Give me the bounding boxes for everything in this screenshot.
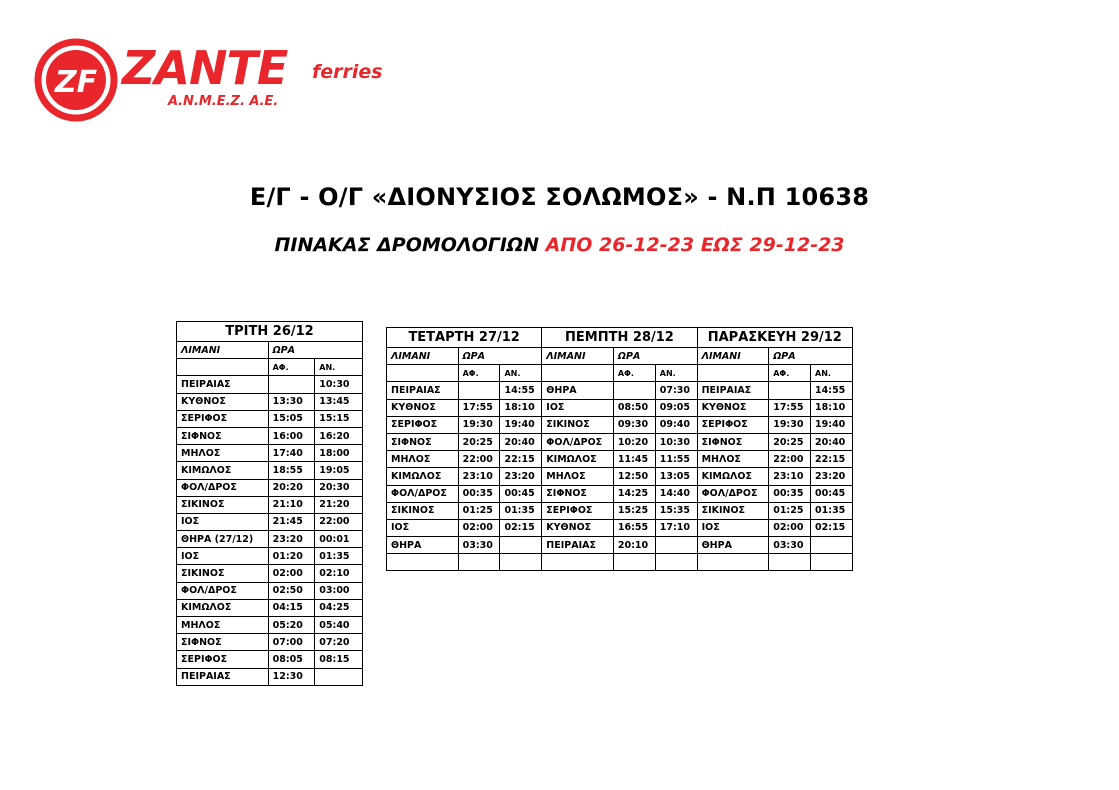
departure-time-cell <box>655 554 697 571</box>
table-row <box>177 462 363 479</box>
departure-time-cell: 19:40 <box>500 416 542 433</box>
departure-time-cell: 10:30 <box>655 433 697 450</box>
arrival-time-cell: 21:45 <box>268 513 315 530</box>
table-row <box>177 565 363 582</box>
departure-time-cell: 19:40 <box>811 416 853 433</box>
arrival-time-cell: 22:00 <box>458 451 500 468</box>
arrival-time-cell: 19:30 <box>458 416 500 433</box>
port-label: ΛΙΜΑΝΙ <box>387 348 459 365</box>
port-cell: ΜΗΛΟΣ <box>177 617 269 634</box>
arrival-time-cell <box>458 554 500 571</box>
departure-time-cell: 13:45 <box>315 393 363 410</box>
arrival-time-cell: 02:00 <box>769 519 811 536</box>
departure-time-cell <box>811 554 853 571</box>
port-cell: ΣΕΡΙΦΟΣ <box>177 410 269 427</box>
table-row <box>177 445 363 462</box>
port-cell: ΙΟΣ <box>177 548 269 565</box>
port-cell: ΦΟΛ/ΔΡΟΣ <box>697 485 769 502</box>
arrival-time-cell: 12:50 <box>613 468 655 485</box>
subtitle-date-range: ΑΠΟ 26-12-23 ΕΩΣ 29-12-23 <box>545 234 845 256</box>
port-cell <box>697 554 769 571</box>
departure-time-cell: 02:15 <box>811 519 853 536</box>
port-cell: ΚΥΘΝΟΣ <box>177 393 269 410</box>
day-title: ΠΕΜΠΤΗ 28/12 <box>542 328 697 348</box>
arrival-time-cell: 03:30 <box>458 537 500 554</box>
blank-cell <box>542 365 614 382</box>
arrival-time-cell: 18:55 <box>268 462 315 479</box>
port-label: ΛΙΜΑΝΙ <box>177 342 269 359</box>
day-header-row <box>387 328 853 348</box>
table-row <box>177 393 363 410</box>
arrival-label: ΑΦ. <box>769 365 811 382</box>
port-cell: ΙΟΣ <box>697 519 769 536</box>
arrival-time-cell <box>613 554 655 571</box>
departure-time-cell: 00:45 <box>811 485 853 502</box>
table-row <box>387 468 853 485</box>
arrival-time-cell: 20:10 <box>613 537 655 554</box>
port-cell: ΦΟΛ/ΔΡΟΣ <box>177 479 269 496</box>
time-label: ΩΡΑ <box>769 348 853 365</box>
column-label-row <box>387 348 853 365</box>
departure-time-cell: 23:20 <box>500 468 542 485</box>
table-row <box>387 399 853 416</box>
port-cell: ΜΗΛΟΣ <box>542 468 614 485</box>
port-cell: ΜΗΛΟΣ <box>387 451 459 468</box>
departure-time-cell: 14:40 <box>655 485 697 502</box>
arrival-time-cell: 23:10 <box>458 468 500 485</box>
departure-time-cell: 16:20 <box>315 427 363 444</box>
table-row <box>177 513 363 530</box>
departure-time-cell: 22:00 <box>315 513 363 530</box>
table-row <box>177 410 363 427</box>
arrival-time-cell: 16:00 <box>268 427 315 444</box>
table-row <box>177 617 363 634</box>
blank-cell <box>387 365 459 382</box>
zante-ferries-logo <box>34 38 404 122</box>
departure-time-cell: 15:35 <box>655 502 697 519</box>
port-cell: ΚΥΘΝΟΣ <box>387 399 459 416</box>
departure-time-cell: 19:05 <box>315 462 363 479</box>
table-row <box>387 554 853 571</box>
port-cell: ΠΕΙΡΑΙΑΣ <box>387 382 459 399</box>
arrival-time-cell: 00:35 <box>458 485 500 502</box>
table-row <box>387 502 853 519</box>
departure-time-cell: 14:55 <box>500 382 542 399</box>
departure-time-cell: 20:30 <box>315 479 363 496</box>
arrival-time-cell: 07:00 <box>268 634 315 651</box>
port-cell: ΣΕΡΙΦΟΣ <box>387 416 459 433</box>
departure-time-cell <box>655 537 697 554</box>
arrival-label: ΑΦ. <box>613 365 655 382</box>
departure-time-cell: 07:30 <box>655 382 697 399</box>
departure-time-cell: 17:10 <box>655 519 697 536</box>
port-cell: ΣΙΚΙΝΟΣ <box>387 502 459 519</box>
departure-time-cell: 20:40 <box>811 433 853 450</box>
port-cell: ΙΟΣ <box>387 519 459 536</box>
table-row <box>177 599 363 616</box>
time-label: ΩΡΑ <box>613 348 697 365</box>
departure-time-cell <box>315 668 363 685</box>
arrival-time-cell: 03:30 <box>769 537 811 554</box>
table-row <box>177 376 363 393</box>
arrival-time-cell: 23:20 <box>268 531 315 548</box>
port-cell: ΣΙΦΝΟΣ <box>387 433 459 450</box>
arrival-time-cell: 02:00 <box>458 519 500 536</box>
port-cell <box>542 554 614 571</box>
departure-time-cell <box>500 537 542 554</box>
departure-time-cell: 22:15 <box>811 451 853 468</box>
logo-brand: ZANTE <box>122 41 288 95</box>
day-title: ΤΡΙΤΗ 26/12 <box>177 322 363 342</box>
departure-label: ΑΝ. <box>500 365 542 382</box>
departure-label: ΑΝ. <box>315 359 363 376</box>
day-title: ΤΕΤΑΡΤΗ 27/12 <box>387 328 542 348</box>
arrival-time-cell: 00:35 <box>769 485 811 502</box>
port-cell: ΣΙΚΙΝΟΣ <box>177 565 269 582</box>
port-cell: ΦΟΛ/ΔΡΟΣ <box>542 433 614 450</box>
arrival-time-cell: 17:40 <box>268 445 315 462</box>
port-cell: ΠΕΙΡΑΙΑΣ <box>177 668 269 685</box>
arrival-time-cell: 20:20 <box>268 479 315 496</box>
departure-time-cell: 22:15 <box>500 451 542 468</box>
table-row <box>387 416 853 433</box>
port-cell: ΚΥΘΝΟΣ <box>697 399 769 416</box>
port-label: ΛΙΜΑΝΙ <box>697 348 769 365</box>
departure-time-cell: 18:10 <box>500 399 542 416</box>
arrival-time-cell: 16:55 <box>613 519 655 536</box>
departure-time-cell: 01:35 <box>315 548 363 565</box>
port-cell: ΣΙΦΝΟΣ <box>542 485 614 502</box>
arrival-time-cell: 15:05 <box>268 410 315 427</box>
departure-time-cell: 05:40 <box>315 617 363 634</box>
arrival-time-cell: 01:25 <box>769 502 811 519</box>
arrival-time-cell: 13:30 <box>268 393 315 410</box>
departure-time-cell <box>500 554 542 571</box>
arrival-time-cell: 17:55 <box>458 399 500 416</box>
arrival-time-cell: 01:20 <box>268 548 315 565</box>
logo-company: Α.Ν.Μ.Ε.Ζ. Α.Ε. <box>168 94 279 109</box>
departure-label: ΑΝ. <box>655 365 697 382</box>
subtitle-text: ΠΙΝΑΚΑΣ ΔΡΟΜΟΛΟΓΙΩΝ <box>274 234 539 256</box>
departure-time-cell: 03:00 <box>315 582 363 599</box>
port-cell: ΘΗΡΑ <box>542 382 614 399</box>
table-row <box>387 433 853 450</box>
port-cell: ΚΥΘΝΟΣ <box>542 519 614 536</box>
arrival-time-cell <box>769 382 811 399</box>
port-cell: ΣΕΡΙΦΟΣ <box>697 416 769 433</box>
arrival-time-cell <box>769 554 811 571</box>
arrival-time-cell: 02:50 <box>268 582 315 599</box>
port-cell: ΣΙΦΝΟΣ <box>697 433 769 450</box>
arrival-time-cell: 15:25 <box>613 502 655 519</box>
port-cell: ΣΙΦΝΟΣ <box>177 634 269 651</box>
table-row <box>177 651 363 668</box>
arrival-time-cell: 22:00 <box>769 451 811 468</box>
departure-time-cell: 18:10 <box>811 399 853 416</box>
arrival-time-cell <box>613 382 655 399</box>
arrival-time-cell: 02:00 <box>268 565 315 582</box>
schedule-table-wed-thu-fri <box>386 327 853 571</box>
arrival-time-cell: 23:10 <box>769 468 811 485</box>
table-row <box>387 451 853 468</box>
arrival-time-cell: 20:25 <box>769 433 811 450</box>
departure-time-cell: 21:20 <box>315 496 363 513</box>
time-label: ΩΡΑ <box>458 348 542 365</box>
port-cell: ΦΟΛ/ΔΡΟΣ <box>387 485 459 502</box>
departure-time-cell: 18:00 <box>315 445 363 462</box>
port-cell: ΙΟΣ <box>177 513 269 530</box>
time-label: ΩΡΑ <box>268 342 362 359</box>
logo-initials: ZF <box>54 65 98 100</box>
blank-cell <box>697 365 769 382</box>
logo-suffix: ferries <box>312 61 383 83</box>
departure-time-cell: 00:45 <box>500 485 542 502</box>
port-cell: ΘΗΡΑ <box>697 537 769 554</box>
port-cell: ΣΙΚΙΝΟΣ <box>542 416 614 433</box>
port-cell: ΚΙΜΩΛΟΣ <box>177 599 269 616</box>
table-row <box>177 668 363 685</box>
arr-dep-label-row <box>387 365 853 382</box>
port-cell: ΘΗΡΑ (27/12) <box>177 531 269 548</box>
departure-time-cell: 15:15 <box>315 410 363 427</box>
arrival-time-cell: 14:25 <box>613 485 655 502</box>
arrival-time-cell: 12:30 <box>268 668 315 685</box>
arrival-time-cell <box>458 382 500 399</box>
table-row <box>177 479 363 496</box>
port-cell: ΙΟΣ <box>542 399 614 416</box>
table-row <box>177 634 363 651</box>
departure-time-cell: 09:40 <box>655 416 697 433</box>
day-title: ΠΑΡΑΣΚΕΥΗ 29/12 <box>697 328 852 348</box>
port-cell: ΠΕΙΡΑΙΑΣ <box>177 376 269 393</box>
table-row <box>387 485 853 502</box>
table-row <box>177 582 363 599</box>
departure-time-cell: 20:40 <box>500 433 542 450</box>
port-cell: ΚΙΜΩΛΟΣ <box>387 468 459 485</box>
departure-time-cell: 09:05 <box>655 399 697 416</box>
port-cell: ΣΕΡΙΦΟΣ <box>177 651 269 668</box>
departure-time-cell: 23:20 <box>811 468 853 485</box>
arrival-time-cell: 09:30 <box>613 416 655 433</box>
port-cell: ΚΙΜΩΛΟΣ <box>542 451 614 468</box>
departure-time-cell: 14:55 <box>811 382 853 399</box>
arrival-time-cell: 21:10 <box>268 496 315 513</box>
departure-label: ΑΝ. <box>811 365 853 382</box>
departure-time-cell: 01:35 <box>500 502 542 519</box>
arrival-time-cell: 08:50 <box>613 399 655 416</box>
port-cell: ΚΙΜΩΛΟΣ <box>697 468 769 485</box>
port-cell: ΣΙΦΝΟΣ <box>177 427 269 444</box>
departure-time-cell: 08:15 <box>315 651 363 668</box>
arrival-time-cell: 01:25 <box>458 502 500 519</box>
blank-cell <box>177 359 269 376</box>
table-row <box>177 427 363 444</box>
departure-time-cell: 02:15 <box>500 519 542 536</box>
table-row <box>387 519 853 536</box>
port-cell: ΦΟΛ/ΔΡΟΣ <box>177 582 269 599</box>
table-row <box>387 382 853 399</box>
departure-time-cell: 00:01 <box>315 531 363 548</box>
port-label: ΛΙΜΑΝΙ <box>542 348 614 365</box>
departure-time-cell: 07:20 <box>315 634 363 651</box>
arrival-time-cell: 04:15 <box>268 599 315 616</box>
port-cell: ΣΙΚΙΝΟΣ <box>177 496 269 513</box>
port-cell: ΘΗΡΑ <box>387 537 459 554</box>
page-title: Ε/Γ - Ο/Γ «ΔΙΟΝΥΣΙΟΣ ΣΟΛΩΜΟΣ» - Ν.Π 10638 <box>249 183 870 211</box>
page-subtitle <box>0 234 1119 256</box>
column-label-row <box>177 342 363 359</box>
port-cell: ΣΙΚΙΝΟΣ <box>697 502 769 519</box>
port-cell: ΣΕΡΙΦΟΣ <box>542 502 614 519</box>
arrival-time-cell: 10:20 <box>613 433 655 450</box>
port-cell: ΚΙΜΩΛΟΣ <box>177 462 269 479</box>
departure-time-cell: 02:10 <box>315 565 363 582</box>
arrival-time-cell: 08:05 <box>268 651 315 668</box>
departure-time-cell: 13:05 <box>655 468 697 485</box>
port-cell <box>387 554 459 571</box>
departure-time-cell: 04:25 <box>315 599 363 616</box>
departure-time-cell: 01:35 <box>811 502 853 519</box>
arr-dep-label-row <box>177 359 363 376</box>
table-row <box>177 496 363 513</box>
table-row <box>177 548 363 565</box>
port-cell: ΠΕΙΡΑΙΑΣ <box>697 382 769 399</box>
arrival-time-cell: 20:25 <box>458 433 500 450</box>
table-row <box>387 537 853 554</box>
schedule-table-tuesday <box>176 321 363 686</box>
arrival-label: ΑΦ. <box>268 359 315 376</box>
port-cell: ΠΕΙΡΑΙΑΣ <box>542 537 614 554</box>
arrival-time-cell <box>268 376 315 393</box>
day-header-row <box>177 322 363 342</box>
arrival-time-cell: 17:55 <box>769 399 811 416</box>
arrival-time-cell: 05:20 <box>268 617 315 634</box>
departure-time-cell: 11:55 <box>655 451 697 468</box>
arrival-time-cell: 19:30 <box>769 416 811 433</box>
port-cell: ΜΗΛΟΣ <box>177 445 269 462</box>
table-row <box>177 531 363 548</box>
port-cell: ΜΗΛΟΣ <box>697 451 769 468</box>
arrival-label: ΑΦ. <box>458 365 500 382</box>
departure-time-cell: 10:30 <box>315 376 363 393</box>
departure-time-cell <box>811 537 853 554</box>
arrival-time-cell: 11:45 <box>613 451 655 468</box>
